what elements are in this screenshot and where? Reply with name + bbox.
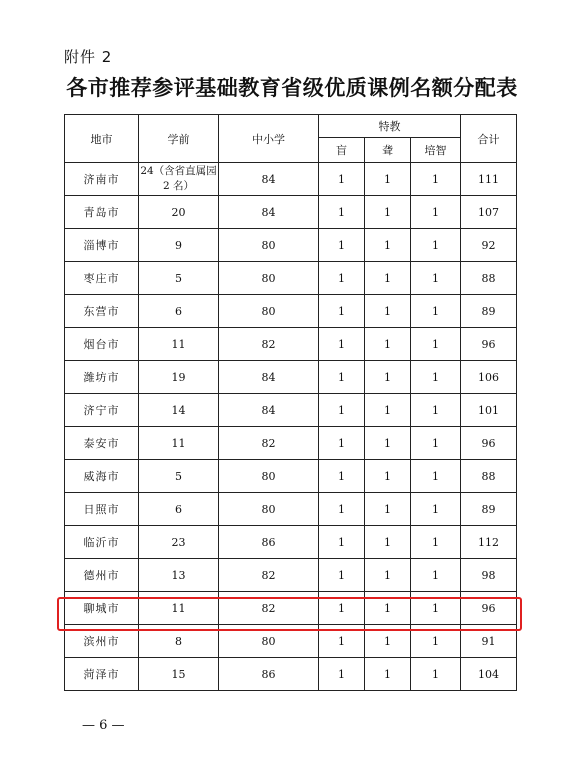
header-deaf: 聋 [365,138,411,163]
total-cell: 107 [461,196,517,229]
city-cell: 枣庄市 [65,262,139,295]
table-row [65,328,517,361]
blind-cell: 1 [319,592,365,625]
intellectual-cell: 1 [411,328,461,361]
city-cell: 泰安市 [65,427,139,460]
city-cell: 滨州市 [65,625,139,658]
total-cell: 98 [461,559,517,592]
table-row [65,526,517,559]
primary-secondary-cell: 84 [219,196,319,229]
deaf-cell: 1 [365,229,411,262]
preschool-cell: 6 [139,493,219,526]
city-cell: 德州市 [65,559,139,592]
deaf-cell: 1 [365,394,411,427]
preschool-cell: 9 [139,229,219,262]
table-row [65,163,517,196]
total-cell: 101 [461,394,517,427]
table-row [65,196,517,229]
table-row [65,295,517,328]
preschool-cell: 6 [139,295,219,328]
total-cell: 104 [461,658,517,691]
deaf-cell: 1 [365,196,411,229]
city-cell: 东营市 [65,295,139,328]
table-row [65,493,517,526]
primary-secondary-cell: 82 [219,328,319,361]
deaf-cell: 1 [365,592,411,625]
deaf-cell: 1 [365,163,411,196]
blind-cell: 1 [319,427,365,460]
intellectual-cell: 1 [411,427,461,460]
total-cell: 88 [461,262,517,295]
header-blind: 盲 [319,138,365,163]
primary-secondary-cell: 84 [219,361,319,394]
primary-secondary-cell: 80 [219,493,319,526]
deaf-cell: 1 [365,658,411,691]
preschool-cell: 11 [139,427,219,460]
header-primary-secondary: 中小学 [219,115,319,163]
blind-cell: 1 [319,295,365,328]
primary-secondary-cell: 80 [219,625,319,658]
total-cell: 96 [461,328,517,361]
total-cell: 112 [461,526,517,559]
total-cell: 89 [461,295,517,328]
city-cell: 临沂市 [65,526,139,559]
table-row [65,262,517,295]
intellectual-cell: 1 [411,196,461,229]
total-cell: 96 [461,427,517,460]
city-cell: 聊城市 [65,592,139,625]
city-cell: 日照市 [65,493,139,526]
city-cell: 济宁市 [65,394,139,427]
table-row [65,625,517,658]
total-cell: 91 [461,625,517,658]
preschool-cell: 20 [139,196,219,229]
intellectual-cell: 1 [411,229,461,262]
total-cell: 111 [461,163,517,196]
preschool-cell: 23 [139,526,219,559]
primary-secondary-cell: 80 [219,229,319,262]
deaf-cell: 1 [365,361,411,394]
table-row [65,427,517,460]
preschool-cell: 24（含省直属园 2 名） [139,163,219,196]
primary-secondary-cell: 80 [219,295,319,328]
primary-secondary-cell: 86 [219,526,319,559]
preschool-cell: 14 [139,394,219,427]
deaf-cell: 1 [365,559,411,592]
intellectual-cell: 1 [411,559,461,592]
city-cell: 威海市 [65,460,139,493]
intellectual-cell: 1 [411,460,461,493]
total-cell: 96 [461,592,517,625]
primary-secondary-cell: 80 [219,262,319,295]
total-cell: 106 [461,361,517,394]
blind-cell: 1 [319,262,365,295]
deaf-cell: 1 [365,493,411,526]
table-row [65,559,517,592]
blind-cell: 1 [319,625,365,658]
table-row [65,658,517,691]
table-row [65,592,517,625]
table-row [65,394,517,427]
total-cell: 88 [461,460,517,493]
deaf-cell: 1 [365,526,411,559]
blind-cell: 1 [319,658,365,691]
deaf-cell: 1 [365,328,411,361]
total-cell: 92 [461,229,517,262]
intellectual-cell: 1 [411,526,461,559]
intellectual-cell: 1 [411,625,461,658]
page-number: — 6 — [82,718,125,733]
primary-secondary-cell: 84 [219,394,319,427]
city-cell: 菏泽市 [65,658,139,691]
preschool-cell: 19 [139,361,219,394]
blind-cell: 1 [319,163,365,196]
preschool-cell: 5 [139,262,219,295]
blind-cell: 1 [319,229,365,262]
primary-secondary-cell: 82 [219,592,319,625]
header-total: 合计 [461,115,517,163]
city-cell: 济南市 [65,163,139,196]
header-preschool: 学前 [139,115,219,163]
table-row [65,229,517,262]
intellectual-cell: 1 [411,262,461,295]
attachment-label: 附件 2 [64,48,113,66]
preschool-cell: 15 [139,658,219,691]
table-row [65,361,517,394]
city-cell: 烟台市 [65,328,139,361]
page-title: 各市推荐参评基础教育省级优质课例名额分配表 [66,76,518,100]
total-cell: 89 [461,493,517,526]
blind-cell: 1 [319,196,365,229]
preschool-cell: 8 [139,625,219,658]
primary-secondary-cell: 86 [219,658,319,691]
blind-cell: 1 [319,493,365,526]
deaf-cell: 1 [365,460,411,493]
primary-secondary-cell: 84 [219,163,319,196]
blind-cell: 1 [319,526,365,559]
primary-secondary-cell: 82 [219,427,319,460]
preschool-cell: 5 [139,460,219,493]
intellectual-cell: 1 [411,592,461,625]
header-special-ed: 特教 [319,115,461,138]
preschool-cell: 11 [139,592,219,625]
city-cell: 淄博市 [65,229,139,262]
deaf-cell: 1 [365,262,411,295]
intellectual-cell: 1 [411,295,461,328]
deaf-cell: 1 [365,295,411,328]
city-cell: 潍坊市 [65,361,139,394]
quota-table [64,114,517,691]
table-row [65,460,517,493]
header-intellectual: 培智 [411,138,461,163]
preschool-cell: 13 [139,559,219,592]
blind-cell: 1 [319,361,365,394]
intellectual-cell: 1 [411,361,461,394]
intellectual-cell: 1 [411,163,461,196]
intellectual-cell: 1 [411,658,461,691]
intellectual-cell: 1 [411,394,461,427]
primary-secondary-cell: 82 [219,559,319,592]
table-body [65,163,517,691]
blind-cell: 1 [319,559,365,592]
deaf-cell: 1 [365,625,411,658]
preschool-cell: 11 [139,328,219,361]
blind-cell: 1 [319,394,365,427]
deaf-cell: 1 [365,427,411,460]
intellectual-cell: 1 [411,493,461,526]
blind-cell: 1 [319,460,365,493]
header-city: 地市 [65,115,139,163]
primary-secondary-cell: 80 [219,460,319,493]
blind-cell: 1 [319,328,365,361]
city-cell: 青岛市 [65,196,139,229]
